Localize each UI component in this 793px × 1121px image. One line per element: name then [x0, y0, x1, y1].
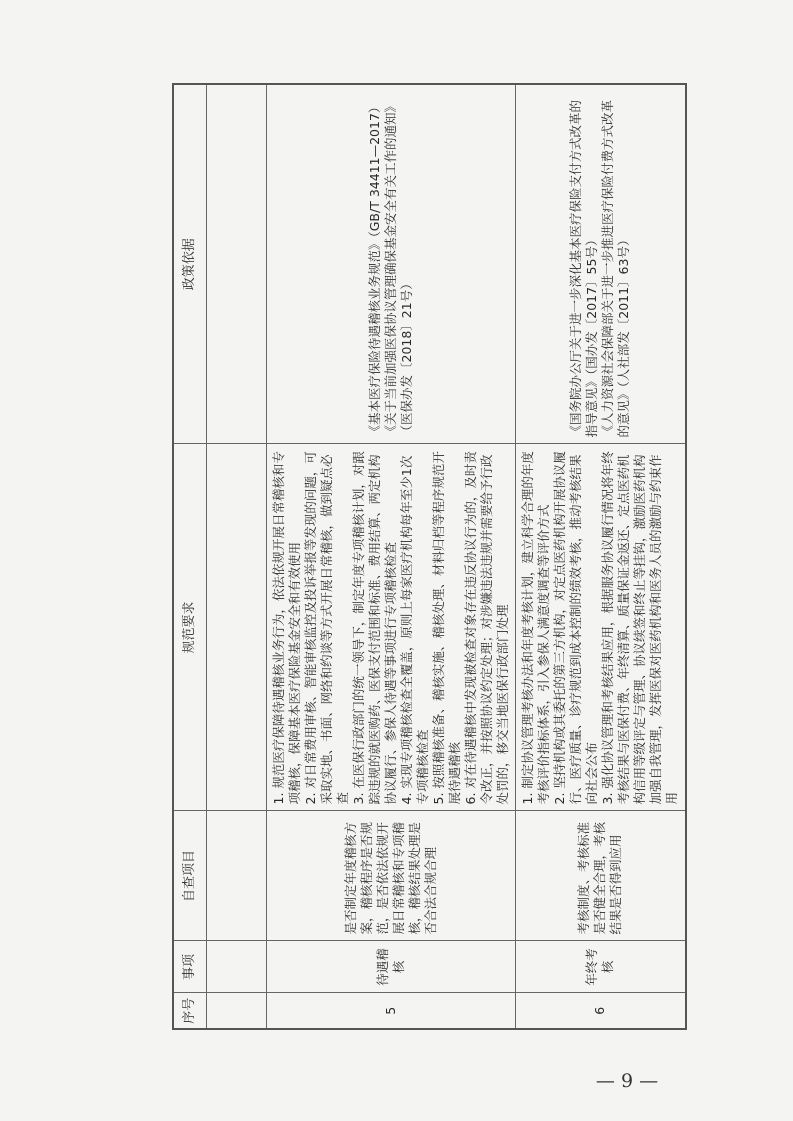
- cell-no: 5: [267, 993, 516, 1029]
- requirement-line: 6. 对在待遇稽核中发现被检查对象存在违反协议行为的，及时责令改正，并按照协议约定处理；对涉嫌违法违规并需要给予行政处罚的，移交当地医保行政部门处理: [463, 451, 510, 805]
- requirement-line: 5. 按照稽核准备、稽核实施、稽核处理、材料归档等程序规范开展待遇稽核: [431, 451, 462, 805]
- cell-check: 考核制度、考核标准是否健全合理，考核结果是否得到应用: [516, 811, 686, 941]
- cell-check: [207, 811, 267, 941]
- table-row-5: [267, 84, 516, 1029]
- cell-basis: 《国务院办公厅关于进一步深化基本医疗保险支付方式改革的指导意见》（国办发〔2017〕55号） 《人力资源社会保障部关于进一步推进医疗保险付费方式改革的意见》（人社部发〔2011〕63号）: [516, 84, 686, 444]
- header-basis: 政策依据: [173, 84, 207, 444]
- rotated-table-container: [172, 85, 684, 1030]
- requirement-line: 4. 实现专项稽核检查全覆盖，原则上每家医疗机构每年至少1次专项稽核检查: [399, 455, 430, 805]
- table-row-continued: [207, 84, 267, 1029]
- requirement-line: 3. 在医保行政部门的统一领导下，制定年度专项稽核计划，对跟踪违规的就医购药、医保支付范围和标准、费用结算、两定机构协议履行、参保人待遇等事项进行专项稽核检查: [351, 451, 398, 805]
- requirement-line: 3. 强化协议管理和考核结果应用，根据服务协议履行情况将年终考核结果与医保付费、年终清算、质量保证金返还、定点医药机构信用等级评定与管理、协议续签和终止等挂钩，激励医药机构加强自我管理，发挥医保对医药机构和医务人员的激励与约束作用: [600, 451, 679, 805]
- requirement-line: 2. 坚持机构或其委托的第三方机构，对定点医药机构开展协议履行、医疗质量、诊疗规范到成本控制的绩效考核，推动考核结果向社会公布: [552, 451, 599, 805]
- cell-no: 6: [516, 993, 686, 1029]
- requirement-line: 1. 制定协议管理考核办法和年度考核计划，建立科学合理的年度考核评价指标体系，引入参保人满意度调查等评价方式: [520, 451, 551, 805]
- cell-requirements: [516, 444, 686, 811]
- cell-basis: [207, 84, 267, 444]
- header-requirements: 规范要求: [173, 444, 207, 811]
- cell-requirements: [267, 444, 516, 811]
- cell-item: [207, 941, 267, 993]
- cell-basis: 《基本医疗保险待遇稽核业务规范》（GB/T 34411—2017） 《关于当前加强医保协议管理确保基金安全有关工作的通知》（医保办发〔2018〕21号）: [267, 84, 516, 444]
- requirement-line: 2. 对日常费用审核、智能审核监控及投诉举报等发现的问题，可采取实地、书面、网络和约谈等方式开展日常稽核，做到疑点必查: [303, 451, 350, 805]
- cell-no: [207, 993, 267, 1029]
- header-check: 自查项目: [173, 811, 207, 941]
- cell-requirements: [207, 444, 267, 811]
- cell-item: 年终考核: [516, 941, 686, 993]
- cell-item: 待遇稽核: [267, 941, 516, 993]
- cell-check: 是否制定年度稽核方案，稽核程序是否规范，是否依法依规开展日常稽核和专项稽核，稽核结果处理是否合法合规合理: [267, 811, 516, 941]
- page-number: — 9 —: [595, 1070, 659, 1092]
- table-row-6: [516, 84, 686, 1029]
- header-item: 事项: [173, 941, 207, 993]
- requirement-line: 1. 规范医疗保障待遇稽核业务行为，依法依规开展日常稽核和专项稽核，保障基本医疗保险基金安全和有效使用: [271, 451, 302, 805]
- header-no: 序号: [173, 993, 207, 1029]
- table-header-row: [173, 84, 207, 1029]
- checklist-table: [172, 83, 687, 1030]
